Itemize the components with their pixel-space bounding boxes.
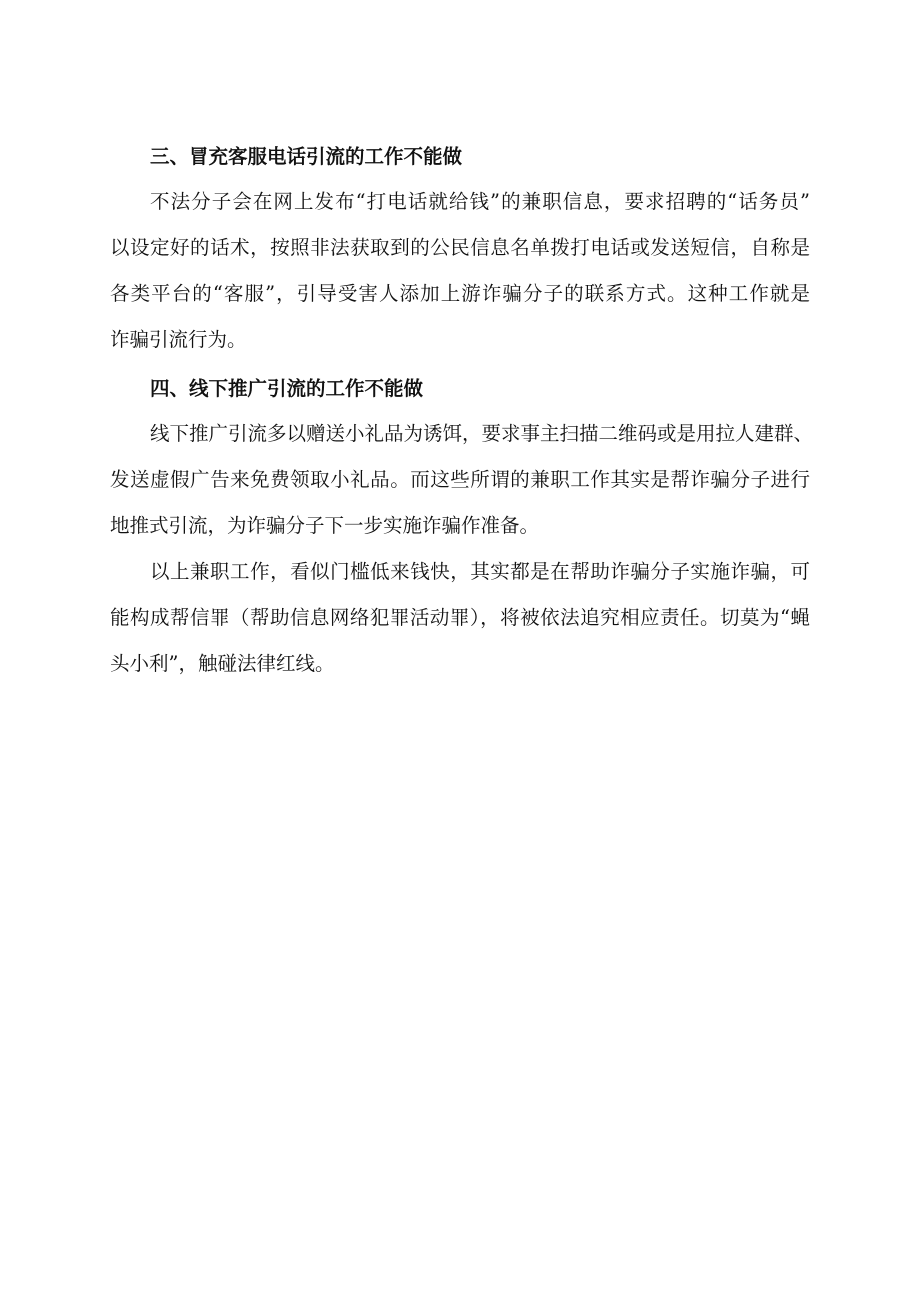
document-page <box>110 135 814 687</box>
paragraph-line: 线下推广引流多以赠送小礼品为诱饵，要求事主扫描二维码或是用拉人建群、 <box>150 422 814 445</box>
paragraph-line: 以上兼职工作，看似门槛低来钱快，其实都是在帮助诈骗分子实施诈骗，可 <box>150 560 810 583</box>
section-paragraph-4 <box>110 411 814 549</box>
paragraph-line: 能构成帮信罪（帮助信息网络犯罪活动罪），将被依法追究相应责任。切莫为“蝇 <box>110 606 810 629</box>
paragraph-line: 各类平台的“客服”，引导受害人添加上游诈骗分子的联系方式。这种工作就是 <box>110 282 810 305</box>
closing-paragraph <box>110 549 810 687</box>
section-heading-4: 四、线下推广引流的工作不能做 <box>150 377 424 400</box>
paragraph-line: 诈骗引流行为。 <box>110 328 247 351</box>
section-heading-3: 三、冒充客服电话引流的工作不能做 <box>150 145 463 168</box>
section-paragraph-3 <box>110 179 810 363</box>
paragraph-line: 不法分子会在网上发布“打电话就给钱”的兼职信息，要求招聘的“话务员” <box>150 190 810 213</box>
paragraph-line: 发送虚假广告来免费领取小礼品。而这些所谓的兼职工作其实是帮诈骗分子进行 <box>110 468 810 491</box>
paragraph-line: 头小利”，触碰法律红线。 <box>110 652 335 675</box>
paragraph-line: 以设定好的话术，按照非法获取到的公民信息名单拨打电话或发送短信，自称是 <box>110 236 810 259</box>
paragraph-line: 地推式引流，为诈骗分子下一步实施诈骗作准备。 <box>110 514 540 537</box>
